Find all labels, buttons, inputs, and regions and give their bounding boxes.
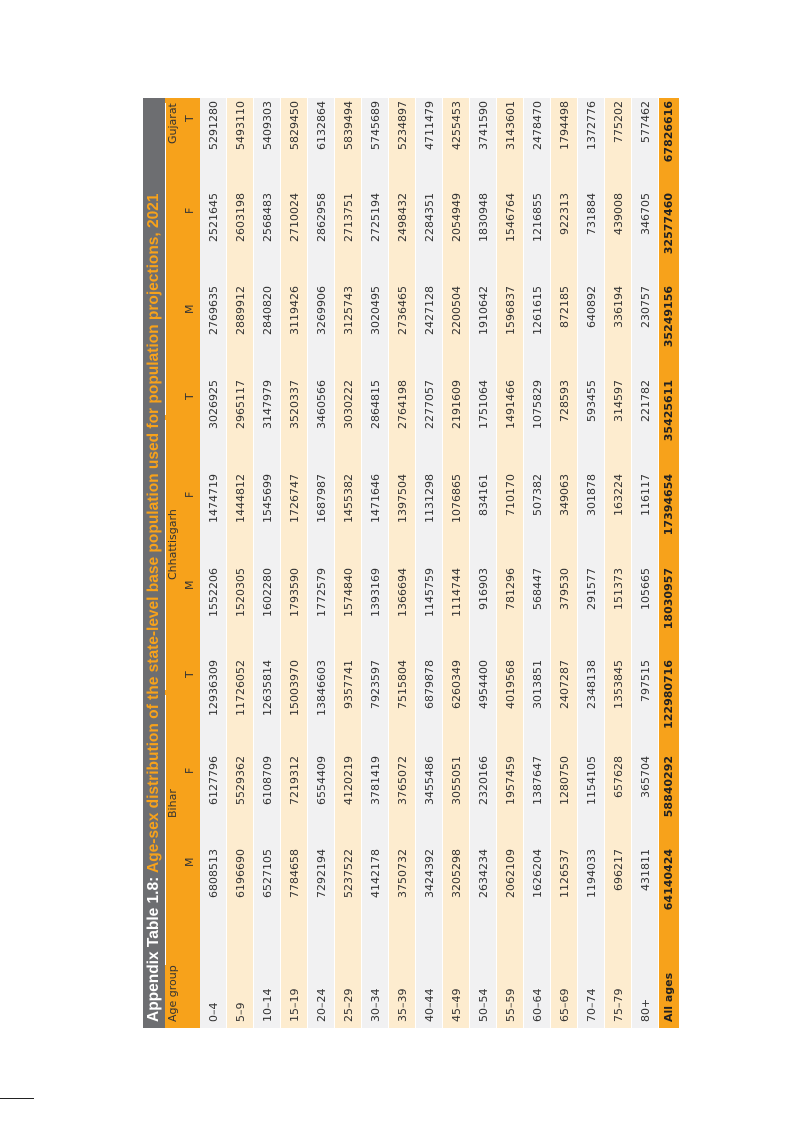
value-cell: 3269906 — [315, 286, 328, 335]
value-cell: 365704 — [639, 756, 652, 798]
value-cell: 593455 — [585, 380, 598, 422]
value-cell: 4142178 — [369, 849, 382, 898]
value-cell: 1216855 — [531, 193, 544, 242]
title-text: Age-sex distribution of the state-level base population used for population projections, 2021 — [145, 193, 162, 873]
value-cell: 3520337 — [288, 380, 301, 429]
table-row — [632, 98, 659, 1028]
value-cell: 1471646 — [369, 474, 382, 523]
age-group-cell: 50–54 — [477, 988, 490, 1022]
total-label: All ages — [662, 972, 675, 1022]
age-group-cell: 70–74 — [585, 988, 598, 1022]
age-group-cell: 80+ — [639, 998, 652, 1022]
value-cell: 2498432 — [396, 193, 409, 242]
value-cell: 2965117 — [234, 380, 247, 429]
table-row — [605, 98, 632, 1028]
age-group-cell: 75–79 — [612, 988, 625, 1022]
value-cell: 1520305 — [234, 568, 247, 617]
value-cell: 221782 — [639, 380, 652, 422]
value-cell: 1366694 — [396, 568, 409, 617]
value-cell: 431811 — [639, 849, 652, 891]
value-cell: 12635814 — [261, 660, 274, 716]
value-cell: 1444812 — [234, 474, 247, 523]
value-cell: 116117 — [639, 474, 652, 516]
value-cell: 568447 — [531, 568, 544, 610]
value-cell: 3030222 — [342, 380, 355, 429]
value-cell: 7292194 — [315, 849, 328, 898]
table-row — [497, 98, 524, 1028]
value-cell: 6527105 — [261, 849, 274, 898]
value-cell: 349063 — [558, 474, 571, 516]
value-cell: 1491466 — [504, 380, 517, 429]
value-cell: 1474719 — [207, 474, 220, 523]
column-header-bihar-t: T — [183, 671, 196, 678]
value-cell: 2862958 — [315, 193, 328, 242]
value-cell: 3765072 — [396, 756, 409, 805]
value-cell: 301878 — [585, 474, 598, 516]
value-cell: 728593 — [558, 380, 571, 422]
value-cell: 1794498 — [558, 101, 571, 150]
value-cell: 2427128 — [423, 286, 436, 335]
table-row — [281, 98, 308, 1028]
value-cell: 3750732 — [396, 849, 409, 898]
value-cell: 7515804 — [396, 660, 409, 709]
value-cell: 5291280 — [207, 101, 220, 150]
value-cell: 2736465 — [396, 286, 409, 335]
value-cell: 2710024 — [288, 193, 301, 242]
value-cell: 3147979 — [261, 380, 274, 429]
value-cell: 2062109 — [504, 849, 517, 898]
state-header-chhattisgarh: Chhattisgarh — [166, 509, 179, 580]
column-header-chhattisgarh-m: M — [183, 580, 196, 590]
value-cell: 6108709 — [261, 756, 274, 805]
value-cell: 2407287 — [558, 660, 571, 709]
value-cell: 1726747 — [288, 474, 301, 523]
value-cell: 2478470 — [531, 101, 544, 150]
value-cell: 9357741 — [342, 660, 355, 709]
value-cell: 4954400 — [477, 660, 490, 709]
value-cell: 3424392 — [423, 849, 436, 898]
value-cell: 6879878 — [423, 660, 436, 709]
table-body — [200, 98, 659, 1028]
state-header-row — [165, 98, 180, 1028]
value-cell: 2348138 — [585, 660, 598, 709]
value-cell: 1772579 — [315, 568, 328, 617]
value-cell: 15003970 — [288, 660, 301, 716]
value-cell: 922313 — [558, 193, 571, 235]
value-cell: 657628 — [612, 756, 625, 798]
total-value-cell: 64140424 — [662, 849, 675, 911]
column-header-chhattisgarh-f: F — [183, 491, 196, 498]
total-value-cell: 35425611 — [662, 380, 675, 442]
table-row — [308, 98, 335, 1028]
column-header-bihar-m: M — [183, 857, 196, 867]
value-cell: 1145759 — [423, 568, 436, 617]
value-cell: 834161 — [477, 474, 490, 516]
value-cell: 2603198 — [234, 193, 247, 242]
total-value-cell: 58840292 — [662, 756, 675, 818]
value-cell: 2764198 — [396, 380, 409, 429]
value-cell: 1552206 — [207, 568, 220, 617]
value-cell: 6196690 — [234, 849, 247, 898]
total-value-cell: 67826616 — [662, 101, 675, 163]
value-cell: 731884 — [585, 193, 598, 235]
value-cell: 1602280 — [261, 568, 274, 617]
column-header-gujarat-m: M — [183, 304, 196, 314]
age-group-cell: 60–64 — [531, 988, 544, 1022]
value-cell: 1546764 — [504, 193, 517, 242]
value-cell: 151373 — [612, 568, 625, 610]
total-value-cell: 35249156 — [662, 286, 675, 348]
value-cell: 781296 — [504, 568, 517, 610]
value-cell: 4255453 — [450, 101, 463, 150]
value-cell: 1194033 — [585, 849, 598, 898]
table-title — [143, 98, 165, 1028]
value-cell: 6808513 — [207, 849, 220, 898]
value-cell: 3205298 — [450, 849, 463, 898]
value-cell: 12936309 — [207, 660, 220, 716]
value-cell: 507382 — [531, 474, 544, 516]
value-cell: 3455486 — [423, 756, 436, 805]
age-group-cell: 5–9 — [234, 1002, 247, 1022]
value-cell: 5745689 — [369, 101, 382, 150]
title-prefix: Appendix Table 1.8: — [145, 876, 162, 1022]
value-cell: 1957459 — [504, 756, 517, 805]
value-cell: 1154105 — [585, 756, 598, 805]
age-group-cell: 10–14 — [261, 988, 274, 1022]
value-cell: 1114744 — [450, 568, 463, 617]
value-cell: 3026925 — [207, 380, 220, 429]
value-cell: 1910642 — [477, 286, 490, 335]
value-cell: 3781419 — [369, 756, 382, 805]
value-cell: 230757 — [639, 286, 652, 328]
value-cell: 1397504 — [396, 474, 409, 523]
value-cell: 4019568 — [504, 660, 517, 709]
column-header-bihar-f: F — [183, 767, 196, 774]
value-cell: 6260349 — [450, 660, 463, 709]
total-value-cell: 32577460 — [662, 193, 675, 255]
value-cell: 13846603 — [315, 660, 328, 716]
value-cell: 1545699 — [261, 474, 274, 523]
value-cell: 1280750 — [558, 756, 571, 805]
value-cell: 3013851 — [531, 660, 544, 709]
value-cell: 797515 — [639, 660, 652, 702]
value-cell: 577462 — [639, 101, 652, 143]
table-row — [443, 98, 470, 1028]
age-group-cell: 55–59 — [504, 988, 517, 1022]
value-cell: 6127796 — [207, 756, 220, 805]
value-cell: 7219312 — [288, 756, 301, 805]
value-cell: 2769635 — [207, 286, 220, 335]
value-cell: 3020495 — [369, 286, 382, 335]
value-cell: 640892 — [585, 286, 598, 328]
value-cell: 3119426 — [288, 286, 301, 335]
value-cell: 1393169 — [369, 568, 382, 617]
age-group-cell: 65–69 — [558, 988, 571, 1022]
table-row — [470, 98, 497, 1028]
value-cell: 5829450 — [288, 101, 301, 150]
value-cell: 1387647 — [531, 756, 544, 805]
value-cell: 5839494 — [342, 101, 355, 150]
value-cell: 1626204 — [531, 849, 544, 898]
total-row — [659, 98, 679, 1028]
value-cell: 2889912 — [234, 286, 247, 335]
value-cell: 5529362 — [234, 756, 247, 805]
value-cell: 4120219 — [342, 756, 355, 805]
value-cell: 775202 — [612, 101, 625, 143]
value-cell: 1261615 — [531, 286, 544, 335]
value-cell: 336194 — [612, 286, 625, 328]
value-cell: 1075829 — [531, 380, 544, 429]
table-row — [254, 98, 281, 1028]
value-cell: 2521645 — [207, 193, 220, 242]
state-header-bihar: Bihar — [166, 789, 179, 818]
value-cell: 1131298 — [423, 474, 436, 523]
state-header-gujarat: Gujarat — [166, 103, 179, 144]
value-cell: 163224 — [612, 474, 625, 516]
age-group-cell: 45–49 — [450, 988, 463, 1022]
value-cell: 5409303 — [261, 101, 274, 150]
value-cell: 5237522 — [342, 849, 355, 898]
table-row — [362, 98, 389, 1028]
table-row — [335, 98, 362, 1028]
age-group-cell: 30–34 — [369, 988, 382, 1022]
value-cell: 11726052 — [234, 660, 247, 716]
age-group-cell: 40–44 — [423, 988, 436, 1022]
value-cell: 5234897 — [396, 101, 409, 150]
value-cell: 6132864 — [315, 101, 328, 150]
age-group-cell: 0–4 — [207, 1002, 220, 1022]
value-cell: 6554409 — [315, 756, 328, 805]
column-header-row — [180, 98, 200, 1028]
value-cell: 7923597 — [369, 660, 382, 709]
table-row — [200, 98, 227, 1028]
value-cell: 1793590 — [288, 568, 301, 617]
column-header-gujarat-t: T — [183, 115, 196, 122]
value-cell: 1830948 — [477, 193, 490, 242]
value-cell: 710170 — [504, 474, 517, 516]
value-cell: 2284351 — [423, 193, 436, 242]
age-group-cell: 20–24 — [315, 988, 328, 1022]
age-group-cell: 15–19 — [288, 988, 301, 1022]
table-row — [389, 98, 416, 1028]
value-cell: 2320166 — [477, 756, 490, 805]
value-cell: 2568483 — [261, 193, 274, 242]
value-cell: 1372776 — [585, 101, 598, 150]
value-cell: 1596837 — [504, 286, 517, 335]
value-cell: 3460566 — [315, 380, 328, 429]
value-cell: 3125743 — [342, 286, 355, 335]
total-value-cell: 17394654 — [662, 474, 675, 536]
value-cell: 696217 — [612, 849, 625, 891]
value-cell: 3143601 — [504, 101, 517, 150]
value-cell: 2191609 — [450, 380, 463, 429]
value-cell: 2840820 — [261, 286, 274, 335]
total-value-cell: 122980716 — [662, 660, 675, 729]
value-cell: 7784658 — [288, 849, 301, 898]
value-cell: 1076865 — [450, 474, 463, 523]
value-cell: 2725194 — [369, 193, 382, 242]
value-cell: 1353845 — [612, 660, 625, 709]
value-cell: 2713751 — [342, 193, 355, 242]
rotated-table — [143, 98, 675, 1028]
value-cell: 2054949 — [450, 193, 463, 242]
age-group-cell: 35–39 — [396, 988, 409, 1022]
value-cell: 346705 — [639, 193, 652, 235]
age-group-header: Age group — [166, 965, 179, 1022]
value-cell: 2634234 — [477, 849, 490, 898]
value-cell: 3741590 — [477, 101, 490, 150]
value-cell: 916903 — [477, 568, 490, 610]
value-cell: 105665 — [639, 568, 652, 610]
value-cell: 314597 — [612, 380, 625, 422]
value-cell: 2200504 — [450, 286, 463, 335]
table-row — [578, 98, 605, 1028]
table-row — [416, 98, 443, 1028]
value-cell: 1687987 — [315, 474, 328, 523]
value-cell: 439008 — [612, 193, 625, 235]
total-value-cell: 18030957 — [662, 568, 675, 630]
table-row — [551, 98, 578, 1028]
value-cell: 5493110 — [234, 101, 247, 150]
value-cell: 1574840 — [342, 568, 355, 617]
table-row — [524, 98, 551, 1028]
value-cell: 3055051 — [450, 756, 463, 805]
value-cell: 1126537 — [558, 849, 571, 898]
column-header-gujarat-f: F — [183, 207, 196, 214]
value-cell: 1751064 — [477, 380, 490, 429]
page-rule — [0, 1098, 34, 1099]
value-cell: 872185 — [558, 286, 571, 328]
value-cell: 1455382 — [342, 474, 355, 523]
table-row — [227, 98, 254, 1028]
value-cell: 2864815 — [369, 380, 382, 429]
value-cell: 2277057 — [423, 380, 436, 429]
column-header-chhattisgarh-t: T — [183, 393, 196, 400]
age-group-cell: 25–29 — [342, 988, 355, 1022]
value-cell: 291577 — [585, 568, 598, 610]
value-cell: 379530 — [558, 568, 571, 610]
value-cell: 4711479 — [423, 101, 436, 150]
